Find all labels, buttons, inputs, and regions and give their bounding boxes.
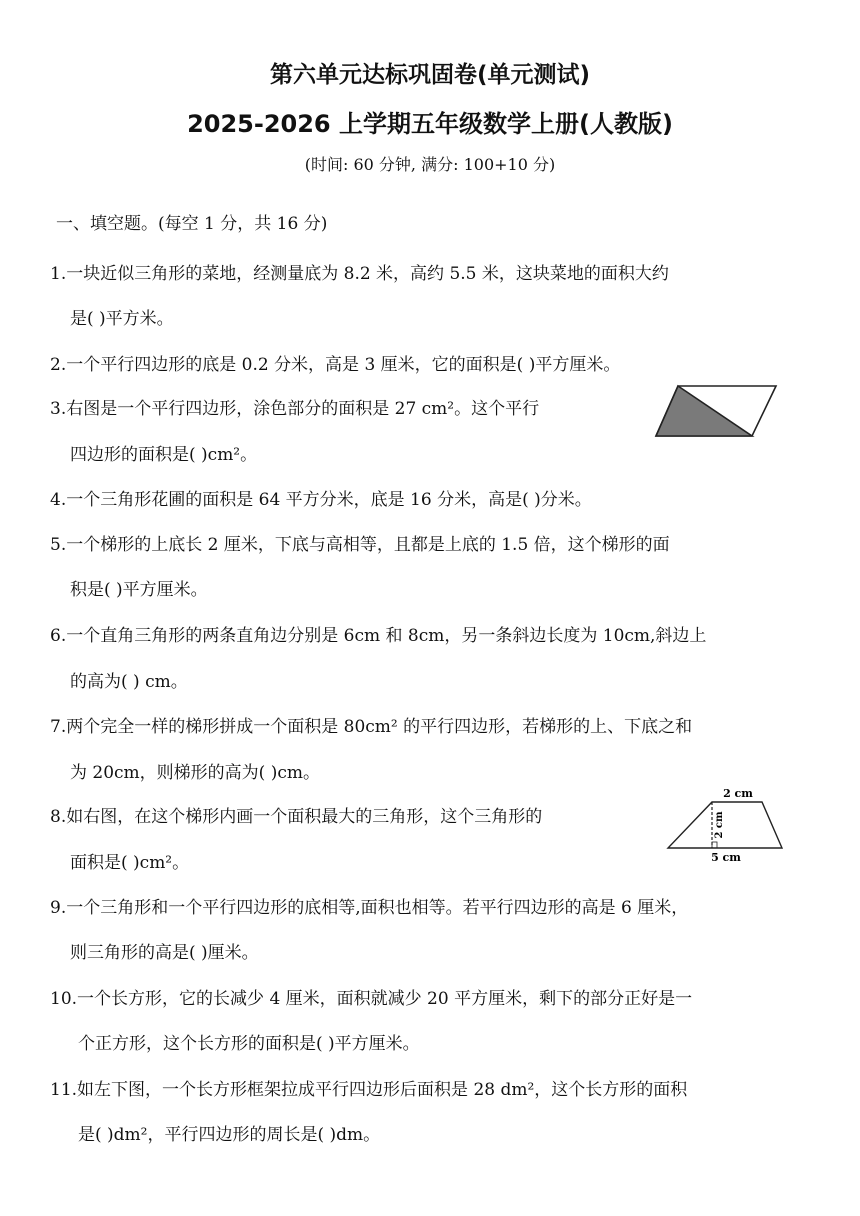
question-6-line-2: 的高为( ) cm。 xyxy=(70,672,188,692)
shaded-triangle xyxy=(656,386,752,436)
question-3-line-2: 四边形的面积是( )cm²。 xyxy=(70,445,258,465)
trapezoid-height-label: 2 cm xyxy=(714,811,725,839)
question-5-line-2: 积是( )平方厘米。 xyxy=(70,580,208,600)
question-7-line-2: 为 20cm，则梯形的高为( )cm。 xyxy=(70,763,320,783)
exam-title: 第六单元达标巩固卷(单元测试) xyxy=(269,62,591,88)
trapezoid-top-label: 2 cm xyxy=(723,787,753,800)
question-6-line-1: 6.一个直角三角形的两条直角边分别是 6cm 和 8cm，另一条斜边长度为 10cm,斜边上 xyxy=(50,626,707,646)
parallelogram-figure xyxy=(650,382,780,440)
exam-subtitle: 2025-2026 上学期五年级数学上册(人教版) xyxy=(187,110,673,138)
question-3-line-1: 3.右图是一个平行四边形，涂色部分的面积是 27 cm²。这个平行 xyxy=(50,399,540,419)
right-angle-mark xyxy=(712,842,717,848)
question-11-line-2: 是( )dm²，平行四边形的周长是( )dm。 xyxy=(78,1125,381,1145)
question-2: 2.一个平行四边形的底是 0.2 分米，高是 3 厘米，它的面积是( )平方厘米。 xyxy=(50,355,621,375)
question-5-line-1: 5.一个梯形的上底长 2 厘米，下底与高相等，且都是上底的 1.5 倍，这个梯形的面 xyxy=(50,535,670,555)
question-9-line-1: 9.一个三角形和一个平行四边形的底相等,面积也相等。若平行四边形的高是 6 厘米， xyxy=(50,898,689,918)
question-8-line-1: 8.如右图，在这个梯形内画一个面积最大的三角形，这个三角形的 xyxy=(50,807,543,827)
trapezoid-outline xyxy=(668,802,782,848)
question-8-line-2: 面积是( )cm²。 xyxy=(70,853,190,873)
question-7-line-1: 7.两个完全一样的梯形拼成一个面积是 80cm² 的平行四边形，若梯形的上、下底之和 xyxy=(50,717,693,737)
exam-info: (时间: 60 分钟, 满分: 100+10 分) xyxy=(304,155,556,174)
question-10-line-2: 个正方形，这个长方形的面积是( )平方厘米。 xyxy=(78,1034,420,1054)
question-9-line-2: 则三角形的高是( )厘米。 xyxy=(70,943,259,963)
trapezoid-bottom-label: 5 cm xyxy=(711,851,741,864)
question-11-line-1: 11.如左下图，一个长方形框架拉成平行四边形后面积是 28 dm²，这个长方形的面积 xyxy=(50,1080,688,1100)
question-4: 4.一个三角形花圃的面积是 64 平方分米，底是 16 分米，高是( )分米。 xyxy=(50,490,592,510)
question-1-line-2: 是( )平方米。 xyxy=(70,309,174,329)
trapezoid-figure xyxy=(660,784,790,864)
question-1-line-1: 1.一块近似三角形的菜地，经测量底为 8.2 米，高约 5.5 米，这块菜地的面积大约 xyxy=(50,264,669,284)
question-10-line-1: 10.一个长方形，它的长减少 4 厘米，面积就减少 20 平方厘米，剩下的部分正好是一 xyxy=(50,989,693,1009)
section-heading: 一、填空题。(每空 1 分，共 16 分) xyxy=(56,214,328,234)
